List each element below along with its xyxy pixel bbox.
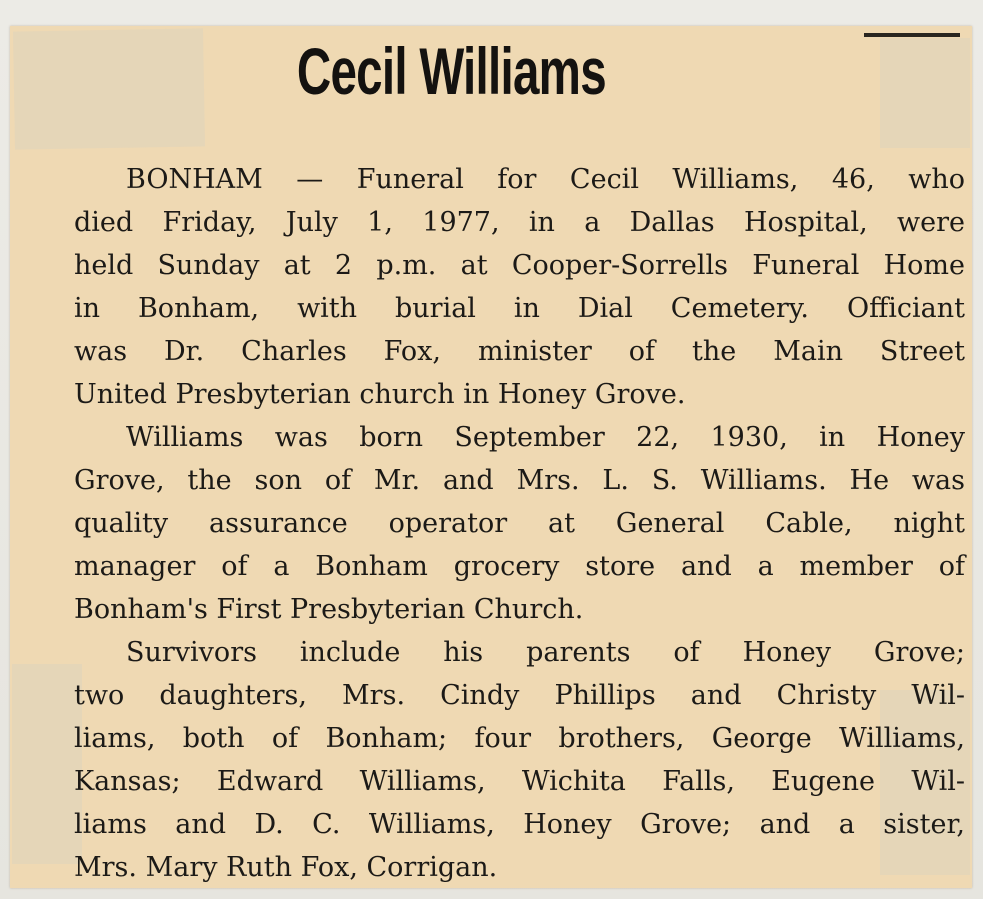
text-line: liams, both of Bonham; four brothers, George Williams, bbox=[74, 723, 965, 754]
paragraph-biography bbox=[22, 416, 965, 631]
paragraph-funeral bbox=[22, 158, 965, 416]
text-line: in Bonham, with burial in Dial Cemetery. Officiant bbox=[74, 293, 965, 324]
text-line: Bonham's First Presbyterian Church. bbox=[74, 594, 584, 625]
text-line: manager of a Bonham grocery store and a member of bbox=[74, 551, 965, 582]
text-line: was Dr. Charles Fox, minister of the Main Street bbox=[74, 336, 965, 367]
text-line: liams and D. C. Williams, Honey Grove; and a sister, bbox=[74, 809, 965, 840]
text-line: Grove, the son of Mr. and Mrs. L. S. Williams. He was bbox=[74, 465, 965, 496]
text-line: quality assurance operator at General Cable, night bbox=[74, 508, 965, 539]
text-line: BONHAM — Funeral for Cecil Williams, 46, who bbox=[126, 164, 965, 195]
text-line: Survivors include his parents of Honey Grove; bbox=[126, 637, 965, 668]
obituary-body bbox=[22, 158, 965, 889]
text-line: United Presbyterian church in Honey Grove. bbox=[74, 379, 686, 410]
text-line: Mrs. Mary Ruth Fox, Corrigan. bbox=[74, 852, 498, 883]
text-line: two daughters, Mrs. Cindy Phillips and Christy Wil- bbox=[74, 680, 965, 711]
text-line: died Friday, July 1, 1977, in a Dallas Hospital, were bbox=[74, 207, 965, 238]
edge-mark bbox=[864, 33, 960, 37]
text-line: held Sunday at 2 p.m. at Cooper-Sorrells Funeral Home bbox=[74, 250, 965, 281]
text-line: Kansas; Edward Williams, Wichita Falls, Eugene Wil- bbox=[74, 766, 965, 797]
text-line: Williams was born September 22, 1930, in Honey bbox=[126, 422, 965, 453]
tape-top-right bbox=[880, 38, 970, 148]
obituary-headline: Cecil Williams bbox=[296, 34, 606, 108]
paragraph-survivors bbox=[22, 631, 965, 889]
